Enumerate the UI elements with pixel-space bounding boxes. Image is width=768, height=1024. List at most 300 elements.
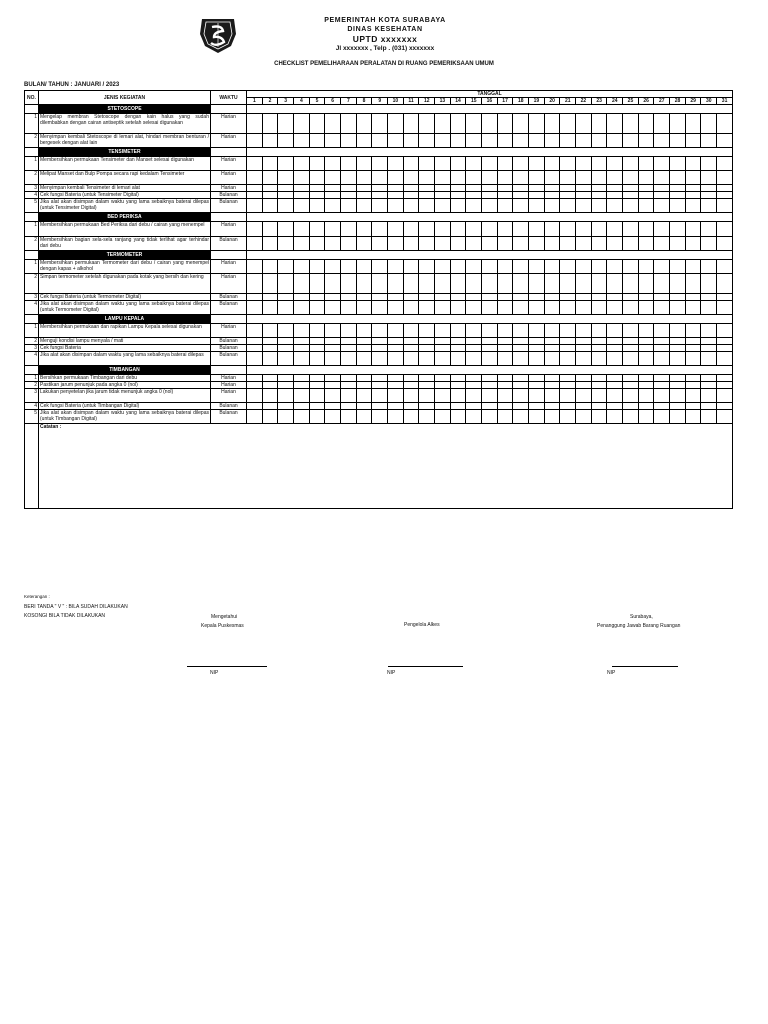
check-cell[interactable] [247, 352, 263, 366]
check-cell[interactable] [560, 134, 576, 148]
check-cell[interactable] [560, 274, 576, 294]
check-cell[interactable] [576, 192, 592, 199]
check-cell[interactable] [591, 192, 607, 199]
check-cell[interactable] [435, 294, 451, 301]
check-cell[interactable] [513, 260, 529, 274]
check-cell[interactable] [450, 410, 466, 424]
check-cell[interactable] [529, 157, 545, 171]
check-cell[interactable] [309, 114, 325, 134]
check-cell[interactable] [262, 274, 278, 294]
check-cell[interactable] [513, 114, 529, 134]
check-cell[interactable] [247, 199, 263, 213]
check-cell[interactable] [294, 192, 310, 199]
check-cell[interactable] [325, 171, 341, 185]
check-cell[interactable] [341, 389, 357, 403]
check-cell[interactable] [576, 301, 592, 315]
check-cell[interactable] [325, 185, 341, 192]
check-cell[interactable] [591, 389, 607, 403]
check-cell[interactable] [670, 222, 686, 237]
check-cell[interactable] [513, 345, 529, 352]
check-cell[interactable] [544, 171, 560, 185]
check-cell[interactable] [466, 222, 482, 237]
check-cell[interactable] [450, 403, 466, 410]
check-cell[interactable] [685, 114, 701, 134]
check-cell[interactable] [466, 403, 482, 410]
check-cell[interactable] [262, 260, 278, 274]
check-cell[interactable] [497, 192, 513, 199]
check-cell[interactable] [497, 171, 513, 185]
check-cell[interactable] [435, 403, 451, 410]
check-cell[interactable] [607, 199, 623, 213]
check-cell[interactable] [325, 352, 341, 366]
check-cell[interactable] [654, 237, 670, 251]
check-cell[interactable] [356, 222, 372, 237]
check-cell[interactable] [654, 403, 670, 410]
check-cell[interactable] [576, 345, 592, 352]
check-cell[interactable] [372, 157, 388, 171]
check-cell[interactable] [262, 171, 278, 185]
check-cell[interactable] [341, 274, 357, 294]
check-cell[interactable] [638, 324, 654, 338]
check-cell[interactable] [388, 222, 404, 237]
check-cell[interactable] [670, 192, 686, 199]
check-cell[interactable] [513, 375, 529, 382]
check-cell[interactable] [685, 338, 701, 345]
check-cell[interactable] [435, 134, 451, 148]
check-cell[interactable] [544, 185, 560, 192]
check-cell[interactable] [654, 338, 670, 345]
check-cell[interactable] [482, 274, 498, 294]
check-cell[interactable] [278, 294, 294, 301]
check-cell[interactable] [356, 352, 372, 366]
check-cell[interactable] [341, 324, 357, 338]
check-cell[interactable] [529, 199, 545, 213]
check-cell[interactable] [419, 237, 435, 251]
check-cell[interactable] [497, 382, 513, 389]
check-cell[interactable] [701, 260, 717, 274]
check-cell[interactable] [294, 345, 310, 352]
check-cell[interactable] [325, 237, 341, 251]
check-cell[interactable] [623, 382, 639, 389]
check-cell[interactable] [654, 352, 670, 366]
check-cell[interactable] [278, 237, 294, 251]
check-cell[interactable] [309, 260, 325, 274]
check-cell[interactable] [388, 260, 404, 274]
check-cell[interactable] [654, 192, 670, 199]
check-cell[interactable] [623, 274, 639, 294]
check-cell[interactable] [247, 301, 263, 315]
check-cell[interactable] [325, 192, 341, 199]
check-cell[interactable] [607, 237, 623, 251]
check-cell[interactable] [278, 222, 294, 237]
check-cell[interactable] [607, 410, 623, 424]
check-cell[interactable] [419, 301, 435, 315]
check-cell[interactable] [435, 192, 451, 199]
check-cell[interactable] [638, 222, 654, 237]
check-cell[interactable] [278, 171, 294, 185]
check-cell[interactable] [278, 301, 294, 315]
check-cell[interactable] [419, 157, 435, 171]
check-cell[interactable] [497, 134, 513, 148]
check-cell[interactable] [670, 114, 686, 134]
check-cell[interactable] [591, 294, 607, 301]
check-cell[interactable] [450, 199, 466, 213]
check-cell[interactable] [372, 114, 388, 134]
check-cell[interactable] [466, 171, 482, 185]
check-cell[interactable] [262, 338, 278, 345]
check-cell[interactable] [341, 352, 357, 366]
check-cell[interactable] [497, 274, 513, 294]
check-cell[interactable] [247, 345, 263, 352]
check-cell[interactable] [309, 294, 325, 301]
check-cell[interactable] [388, 301, 404, 315]
check-cell[interactable] [341, 345, 357, 352]
check-cell[interactable] [278, 345, 294, 352]
check-cell[interactable] [247, 171, 263, 185]
check-cell[interactable] [482, 324, 498, 338]
check-cell[interactable] [372, 352, 388, 366]
check-cell[interactable] [435, 274, 451, 294]
check-cell[interactable] [701, 382, 717, 389]
check-cell[interactable] [325, 338, 341, 345]
check-cell[interactable] [560, 199, 576, 213]
check-cell[interactable] [278, 199, 294, 213]
check-cell[interactable] [654, 199, 670, 213]
check-cell[interactable] [591, 222, 607, 237]
check-cell[interactable] [309, 171, 325, 185]
check-cell[interactable] [325, 382, 341, 389]
check-cell[interactable] [482, 237, 498, 251]
check-cell[interactable] [278, 185, 294, 192]
check-cell[interactable] [670, 185, 686, 192]
check-cell[interactable] [513, 171, 529, 185]
check-cell[interactable] [544, 301, 560, 315]
check-cell[interactable] [654, 260, 670, 274]
check-cell[interactable] [325, 114, 341, 134]
check-cell[interactable] [717, 171, 733, 185]
check-cell[interactable] [576, 389, 592, 403]
check-cell[interactable] [638, 410, 654, 424]
check-cell[interactable] [591, 403, 607, 410]
check-cell[interactable] [623, 185, 639, 192]
check-cell[interactable] [497, 157, 513, 171]
check-cell[interactable] [607, 157, 623, 171]
check-cell[interactable] [685, 134, 701, 148]
check-cell[interactable] [560, 260, 576, 274]
check-cell[interactable] [466, 345, 482, 352]
check-cell[interactable] [607, 134, 623, 148]
check-cell[interactable] [544, 382, 560, 389]
check-cell[interactable] [497, 403, 513, 410]
check-cell[interactable] [278, 324, 294, 338]
check-cell[interactable] [450, 171, 466, 185]
check-cell[interactable] [435, 157, 451, 171]
check-cell[interactable] [544, 114, 560, 134]
check-cell[interactable] [513, 301, 529, 315]
check-cell[interactable] [450, 114, 466, 134]
check-cell[interactable] [685, 222, 701, 237]
check-cell[interactable] [294, 294, 310, 301]
check-cell[interactable] [262, 222, 278, 237]
check-cell[interactable] [497, 301, 513, 315]
check-cell[interactable] [403, 222, 419, 237]
check-cell[interactable] [309, 222, 325, 237]
check-cell[interactable] [341, 199, 357, 213]
check-cell[interactable] [513, 157, 529, 171]
check-cell[interactable] [701, 171, 717, 185]
check-cell[interactable] [356, 403, 372, 410]
check-cell[interactable] [654, 114, 670, 134]
check-cell[interactable] [419, 185, 435, 192]
check-cell[interactable] [576, 324, 592, 338]
check-cell[interactable] [247, 294, 263, 301]
check-cell[interactable] [372, 389, 388, 403]
check-cell[interactable] [278, 410, 294, 424]
check-cell[interactable] [419, 410, 435, 424]
check-cell[interactable] [560, 389, 576, 403]
check-cell[interactable] [529, 410, 545, 424]
check-cell[interactable] [701, 352, 717, 366]
check-cell[interactable] [247, 192, 263, 199]
check-cell[interactable] [341, 338, 357, 345]
check-cell[interactable] [325, 294, 341, 301]
check-cell[interactable] [294, 403, 310, 410]
check-cell[interactable] [341, 222, 357, 237]
check-cell[interactable] [419, 403, 435, 410]
check-cell[interactable] [576, 294, 592, 301]
check-cell[interactable] [482, 157, 498, 171]
check-cell[interactable] [262, 389, 278, 403]
check-cell[interactable] [419, 345, 435, 352]
check-cell[interactable] [701, 222, 717, 237]
check-cell[interactable] [654, 382, 670, 389]
check-cell[interactable] [654, 324, 670, 338]
check-cell[interactable] [623, 157, 639, 171]
check-cell[interactable] [701, 324, 717, 338]
check-cell[interactable] [685, 403, 701, 410]
check-cell[interactable] [591, 114, 607, 134]
check-cell[interactable] [544, 338, 560, 345]
check-cell[interactable] [435, 301, 451, 315]
check-cell[interactable] [654, 185, 670, 192]
check-cell[interactable] [435, 352, 451, 366]
check-cell[interactable] [435, 389, 451, 403]
check-cell[interactable] [607, 375, 623, 382]
check-cell[interactable] [372, 301, 388, 315]
check-cell[interactable] [685, 199, 701, 213]
check-cell[interactable] [466, 389, 482, 403]
check-cell[interactable] [638, 185, 654, 192]
check-cell[interactable] [482, 301, 498, 315]
check-cell[interactable] [497, 294, 513, 301]
check-cell[interactable] [419, 375, 435, 382]
check-cell[interactable] [262, 410, 278, 424]
check-cell[interactable] [466, 199, 482, 213]
check-cell[interactable] [325, 324, 341, 338]
check-cell[interactable] [403, 403, 419, 410]
check-cell[interactable] [294, 324, 310, 338]
check-cell[interactable] [482, 260, 498, 274]
check-cell[interactable] [294, 171, 310, 185]
check-cell[interactable] [372, 260, 388, 274]
check-cell[interactable] [638, 114, 654, 134]
check-cell[interactable] [544, 157, 560, 171]
check-cell[interactable] [482, 192, 498, 199]
check-cell[interactable] [654, 375, 670, 382]
check-cell[interactable] [356, 382, 372, 389]
check-cell[interactable] [309, 403, 325, 410]
check-cell[interactable] [529, 237, 545, 251]
check-cell[interactable] [388, 192, 404, 199]
check-cell[interactable] [466, 352, 482, 366]
check-cell[interactable] [497, 352, 513, 366]
check-cell[interactable] [294, 134, 310, 148]
check-cell[interactable] [388, 237, 404, 251]
check-cell[interactable] [247, 375, 263, 382]
check-cell[interactable] [294, 338, 310, 345]
check-cell[interactable] [638, 403, 654, 410]
check-cell[interactable] [466, 410, 482, 424]
check-cell[interactable] [262, 114, 278, 134]
check-cell[interactable] [247, 185, 263, 192]
check-cell[interactable] [278, 375, 294, 382]
check-cell[interactable] [294, 185, 310, 192]
check-cell[interactable] [372, 324, 388, 338]
check-cell[interactable] [419, 382, 435, 389]
check-cell[interactable] [356, 324, 372, 338]
check-cell[interactable] [623, 389, 639, 403]
check-cell[interactable] [466, 382, 482, 389]
check-cell[interactable] [638, 274, 654, 294]
check-cell[interactable] [294, 157, 310, 171]
check-cell[interactable] [591, 301, 607, 315]
check-cell[interactable] [435, 345, 451, 352]
check-cell[interactable] [544, 260, 560, 274]
check-cell[interactable] [309, 157, 325, 171]
check-cell[interactable] [544, 410, 560, 424]
check-cell[interactable] [513, 352, 529, 366]
check-cell[interactable] [294, 382, 310, 389]
check-cell[interactable] [591, 185, 607, 192]
check-cell[interactable] [278, 352, 294, 366]
check-cell[interactable] [262, 403, 278, 410]
check-cell[interactable] [435, 199, 451, 213]
check-cell[interactable] [403, 382, 419, 389]
check-cell[interactable] [576, 171, 592, 185]
check-cell[interactable] [497, 185, 513, 192]
check-cell[interactable] [278, 382, 294, 389]
check-cell[interactable] [450, 382, 466, 389]
check-cell[interactable] [576, 274, 592, 294]
check-cell[interactable] [560, 345, 576, 352]
check-cell[interactable] [497, 375, 513, 382]
check-cell[interactable] [685, 345, 701, 352]
check-cell[interactable] [529, 389, 545, 403]
check-cell[interactable] [513, 389, 529, 403]
check-cell[interactable] [529, 352, 545, 366]
check-cell[interactable] [513, 338, 529, 345]
check-cell[interactable] [623, 352, 639, 366]
check-cell[interactable] [482, 410, 498, 424]
check-cell[interactable] [623, 171, 639, 185]
check-cell[interactable] [388, 157, 404, 171]
check-cell[interactable] [544, 403, 560, 410]
check-cell[interactable] [419, 171, 435, 185]
check-cell[interactable] [450, 389, 466, 403]
check-cell[interactable] [513, 222, 529, 237]
check-cell[interactable] [294, 199, 310, 213]
check-cell[interactable] [638, 157, 654, 171]
check-cell[interactable] [670, 410, 686, 424]
check-cell[interactable] [623, 403, 639, 410]
check-cell[interactable] [685, 260, 701, 274]
check-cell[interactable] [654, 274, 670, 294]
check-cell[interactable] [497, 324, 513, 338]
check-cell[interactable] [497, 237, 513, 251]
check-cell[interactable] [325, 301, 341, 315]
check-cell[interactable] [670, 237, 686, 251]
check-cell[interactable] [435, 185, 451, 192]
check-cell[interactable] [450, 237, 466, 251]
check-cell[interactable] [388, 185, 404, 192]
check-cell[interactable] [560, 403, 576, 410]
check-cell[interactable] [356, 199, 372, 213]
check-cell[interactable] [309, 192, 325, 199]
check-cell[interactable] [435, 222, 451, 237]
check-cell[interactable] [685, 410, 701, 424]
check-cell[interactable] [497, 345, 513, 352]
check-cell[interactable] [560, 192, 576, 199]
check-cell[interactable] [309, 237, 325, 251]
check-cell[interactable] [372, 192, 388, 199]
check-cell[interactable] [591, 345, 607, 352]
check-cell[interactable] [544, 375, 560, 382]
check-cell[interactable] [623, 199, 639, 213]
check-cell[interactable] [262, 352, 278, 366]
check-cell[interactable] [513, 403, 529, 410]
check-cell[interactable] [450, 192, 466, 199]
check-cell[interactable] [262, 157, 278, 171]
check-cell[interactable] [341, 382, 357, 389]
check-cell[interactable] [638, 345, 654, 352]
check-cell[interactable] [654, 301, 670, 315]
check-cell[interactable] [544, 352, 560, 366]
check-cell[interactable] [607, 382, 623, 389]
check-cell[interactable] [372, 185, 388, 192]
check-cell[interactable] [356, 389, 372, 403]
check-cell[interactable] [591, 382, 607, 389]
check-cell[interactable] [576, 410, 592, 424]
check-cell[interactable] [576, 222, 592, 237]
check-cell[interactable] [623, 294, 639, 301]
check-cell[interactable] [262, 192, 278, 199]
check-cell[interactable] [670, 324, 686, 338]
check-cell[interactable] [356, 274, 372, 294]
check-cell[interactable] [685, 389, 701, 403]
check-cell[interactable] [576, 403, 592, 410]
check-cell[interactable] [670, 157, 686, 171]
check-cell[interactable] [482, 294, 498, 301]
check-cell[interactable] [701, 134, 717, 148]
check-cell[interactable] [482, 389, 498, 403]
check-cell[interactable] [278, 403, 294, 410]
check-cell[interactable] [482, 171, 498, 185]
check-cell[interactable] [450, 375, 466, 382]
check-cell[interactable] [435, 410, 451, 424]
check-cell[interactable] [356, 345, 372, 352]
check-cell[interactable] [388, 134, 404, 148]
check-cell[interactable] [247, 274, 263, 294]
